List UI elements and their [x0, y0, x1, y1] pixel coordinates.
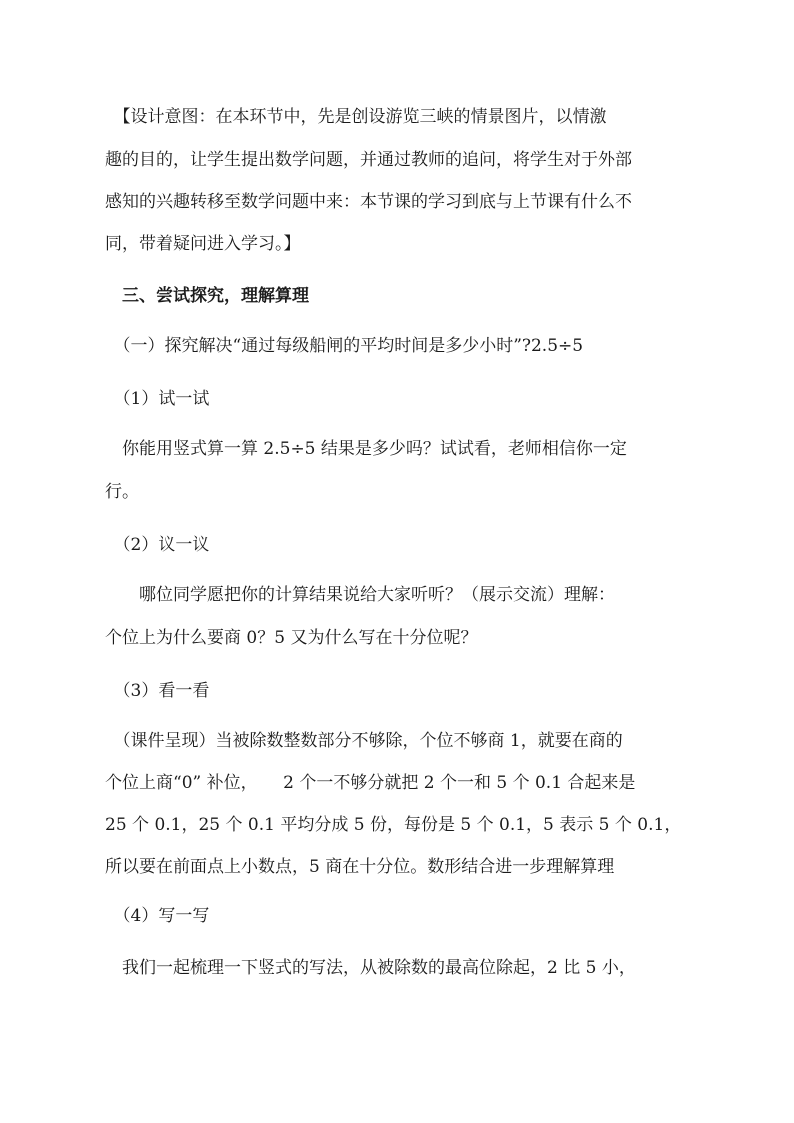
design-intent-line-4: 同，带着疑问进入学习。】 [105, 234, 301, 254]
step-3-line-2: 个位上商“0” 补位， 2 个一不够分就把 2 个一和 5 个 0.1 合起来是 [105, 773, 636, 793]
step-2-line-1: 哪位同学愿把你的计算结果说给大家听听？（展示交流）理解： [105, 585, 615, 605]
step-1-line-2: 行。 [105, 482, 139, 502]
step-2-line-2: 个位上为什么要商 0？5 又为什么写在十分位呢？ [105, 628, 478, 648]
step-1-line-1: 你能用竖式算一算 2.5÷5 结果是多少吗？试试看，老师相信你一定 [105, 439, 627, 459]
part-1-heading: （一）探究解决“通过每级船闸的平均时间是多少小时”?2.5÷5 [105, 336, 584, 356]
design-intent-line-3: 感知的兴趣转移至数学问题中来：本节课的学习到底与上节课有什么不 [105, 192, 632, 212]
step-1-heading: （1）试一试 [105, 389, 210, 409]
step-3-line-4: 所以要在前面点上小数点，5 商在十分位。数形结合进一步理解算理 [105, 857, 615, 877]
design-intent-line-2: 趣的目的，让学生提出数学问题，并通过教师的追问，将学生对于外部 [105, 150, 632, 170]
step-4-line-1: 我们一起梳理一下竖式的写法，从被除数的最高位除起，2 比 5 小， [105, 958, 636, 978]
step-2-heading: （2）议一议 [105, 535, 210, 555]
design-intent-line-1: 【设计意图：在本环节中，先是创设游览三峡的情景图片，以情激 [105, 107, 607, 127]
step-4-heading: （4）写一写 [105, 906, 210, 926]
step-3-line-3: 25 个 0.1，25 个 0.1 平均分成 5 份，每份是 5 个 0.1，5 表示 5 个 0.1， [105, 815, 682, 835]
section-3-heading: 三、尝试探究，理解算理 [105, 286, 309, 306]
step-3-line-1: （课件呈现）当被除数整数部分不够除，个位不够商 1，就要在商的 [105, 731, 623, 751]
step-3-heading: （3）看一看 [105, 681, 210, 701]
